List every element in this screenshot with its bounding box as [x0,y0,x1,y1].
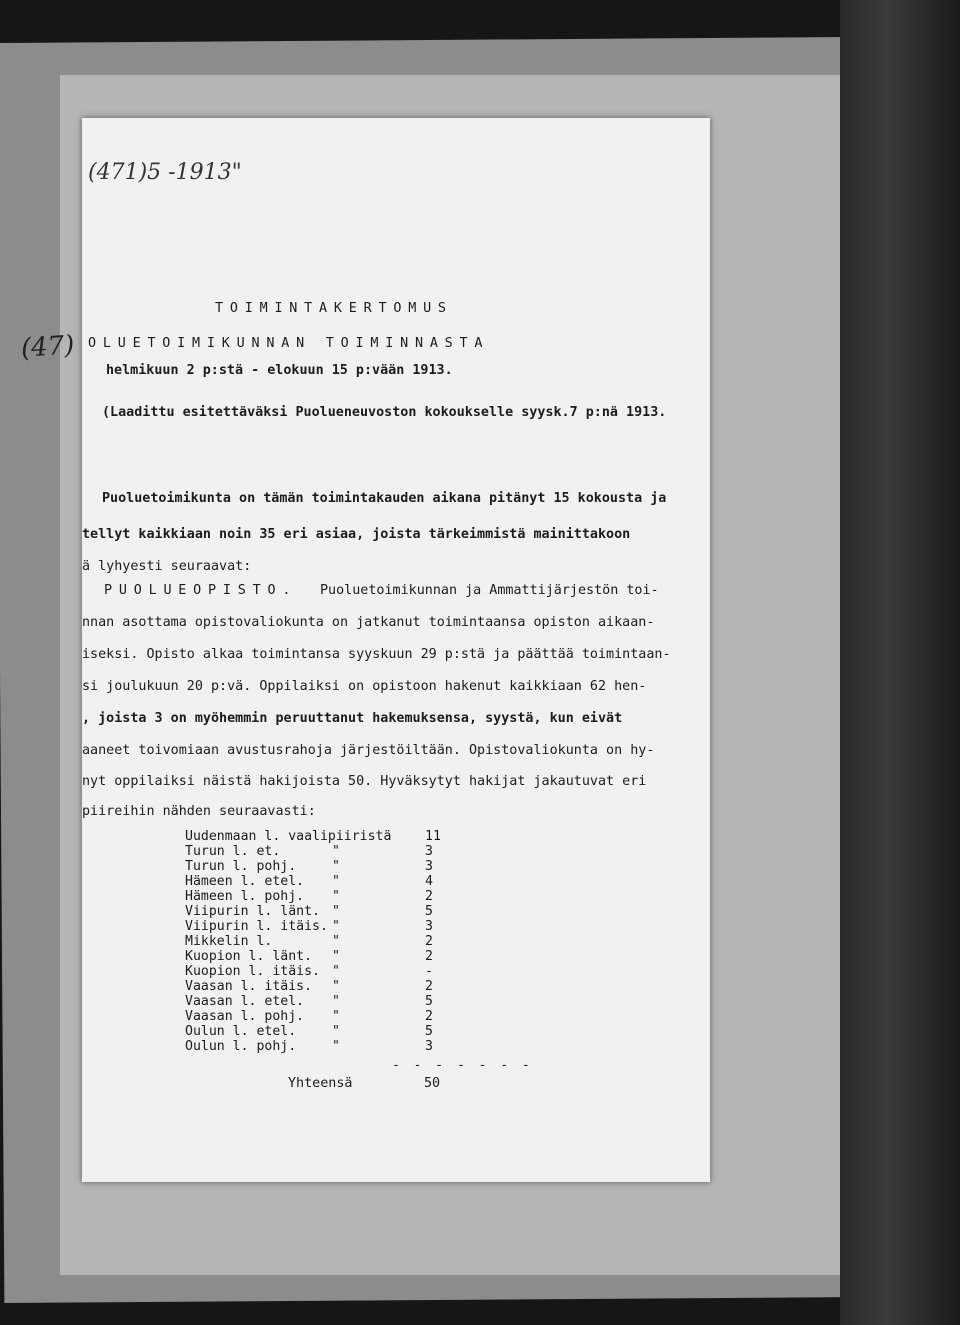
section-line-7: nyt oppilaiksi näistä hakijoista 50. Hyväksytyt hakijat jakautuvat eri [82,774,647,789]
document-sheet [20,118,710,1182]
sum-divider: - - - - - - - [392,1058,533,1073]
side-stamp: (47) [20,330,76,364]
section-line-1: Puoluetoimikunnan ja Ammattijärjestön toi- [320,583,659,598]
section-line-4: si joulukuun 20 p:vä. Oppilaiksi on opistoon hakenut kaikkiaan 62 hen- [82,679,647,694]
district-count: 3 [425,844,433,859]
district-count: 2 [425,1009,433,1024]
district-count: 4 [425,874,433,889]
ditto-mark: " [332,1039,340,1054]
ditto-mark: " [332,964,340,979]
document-period: helmikuun 2 p:stä - elokuun 15 p:vään 1913. [106,363,453,378]
district-name: Mikkelin l. [185,934,273,949]
paragraph-line-1: Puoluetoimikunta on tämän toimintakauden aikana pitänyt 15 kokousta ja [102,491,667,506]
document-note: (Laadittu esitettäväksi Puolueneuvoston kokoukselle syysk.7 p:nä 1913. [102,405,667,420]
document-subtitle: OLUETOIMIKUNNAN TOIMINNASTA [88,336,490,351]
district-name: Oulun l. pohj. [185,1039,297,1054]
paragraph-line-3: ä lyhyesti seuraavat: [82,559,252,574]
district-name: Oulun l. etel. [185,1024,297,1039]
district-name: Hämeen l. etel. [185,874,305,889]
section-heading: PUOLUEOPISTO. [104,583,298,598]
district-name: Vaasan l. etel. [185,994,305,1009]
district-count: 2 [425,934,433,949]
section-line-5: , joista 3 on myöhemmin peruuttanut hakemuksensa, syystä, kun eivät [82,711,623,726]
ditto-mark: " [332,1009,340,1024]
total-value: 50 [424,1076,441,1091]
paragraph-line-2: tellyt kaikkiaan noin 35 eri asiaa, joista tärkeimmistä mainittakoon [82,527,631,542]
ditto-mark: " [332,919,340,934]
district-name: Kuopion l. länt. [185,949,313,964]
district-count: - [425,964,433,979]
district-name: Viipurin l. länt. [185,904,320,919]
district-name: Turun l. pohj. [185,859,297,874]
binder-edge [840,0,960,1325]
district-count: 3 [425,919,433,934]
district-name: Kuopion l. itäis. [185,964,320,979]
district-count: 5 [425,904,433,919]
district-count: 5 [425,994,433,1009]
document-title: TOIMINTAKERTOMUS [215,301,453,316]
district-count: 3 [425,1039,433,1054]
section-line-8: piireihin nähden seuraavasti: [82,804,316,819]
section-line-6: aaneet toivomiaan avustusrahoja järjestöiltään. Opistovaliokunta on hy- [82,743,655,758]
ditto-mark: " [332,859,340,874]
district-name: Uudenmaan l. vaalipiiristä [185,829,392,844]
document-body [82,118,710,1182]
district-name: Hämeen l. pohj. [185,889,305,904]
ditto-mark: " [332,844,340,859]
ditto-mark: " [332,979,340,994]
ditto-mark: " [332,889,340,904]
ditto-mark: " [332,1024,340,1039]
total-label: Yhteensä [288,1076,353,1091]
handwritten-reference: (471)5 -1913" [88,160,242,185]
district-count: 2 [425,949,433,964]
district-count: 11 [425,829,441,844]
district-count: 5 [425,1024,433,1039]
ditto-mark: " [332,874,340,889]
district-count: 2 [425,979,433,994]
district-name: Vaasan l. pohj. [185,1009,305,1024]
ditto-mark: " [332,934,340,949]
section-line-2: nnan asottama opistovaliokunta on jatkanut toimintaansa opiston aikaan- [82,615,655,630]
district-count: 2 [425,889,433,904]
section-line-3: iseksi. Opisto alkaa toimintansa syyskuun 29 p:stä ja päättää toimintaan- [82,647,671,662]
district-count: 3 [425,859,433,874]
ditto-mark: " [332,994,340,1009]
ditto-mark: " [332,949,340,964]
district-name: Viipurin l. itäis. [185,919,328,934]
district-name: Vaasan l. itäis. [185,979,313,994]
district-name: Turun l. et. [185,844,281,859]
ditto-mark: " [332,904,340,919]
